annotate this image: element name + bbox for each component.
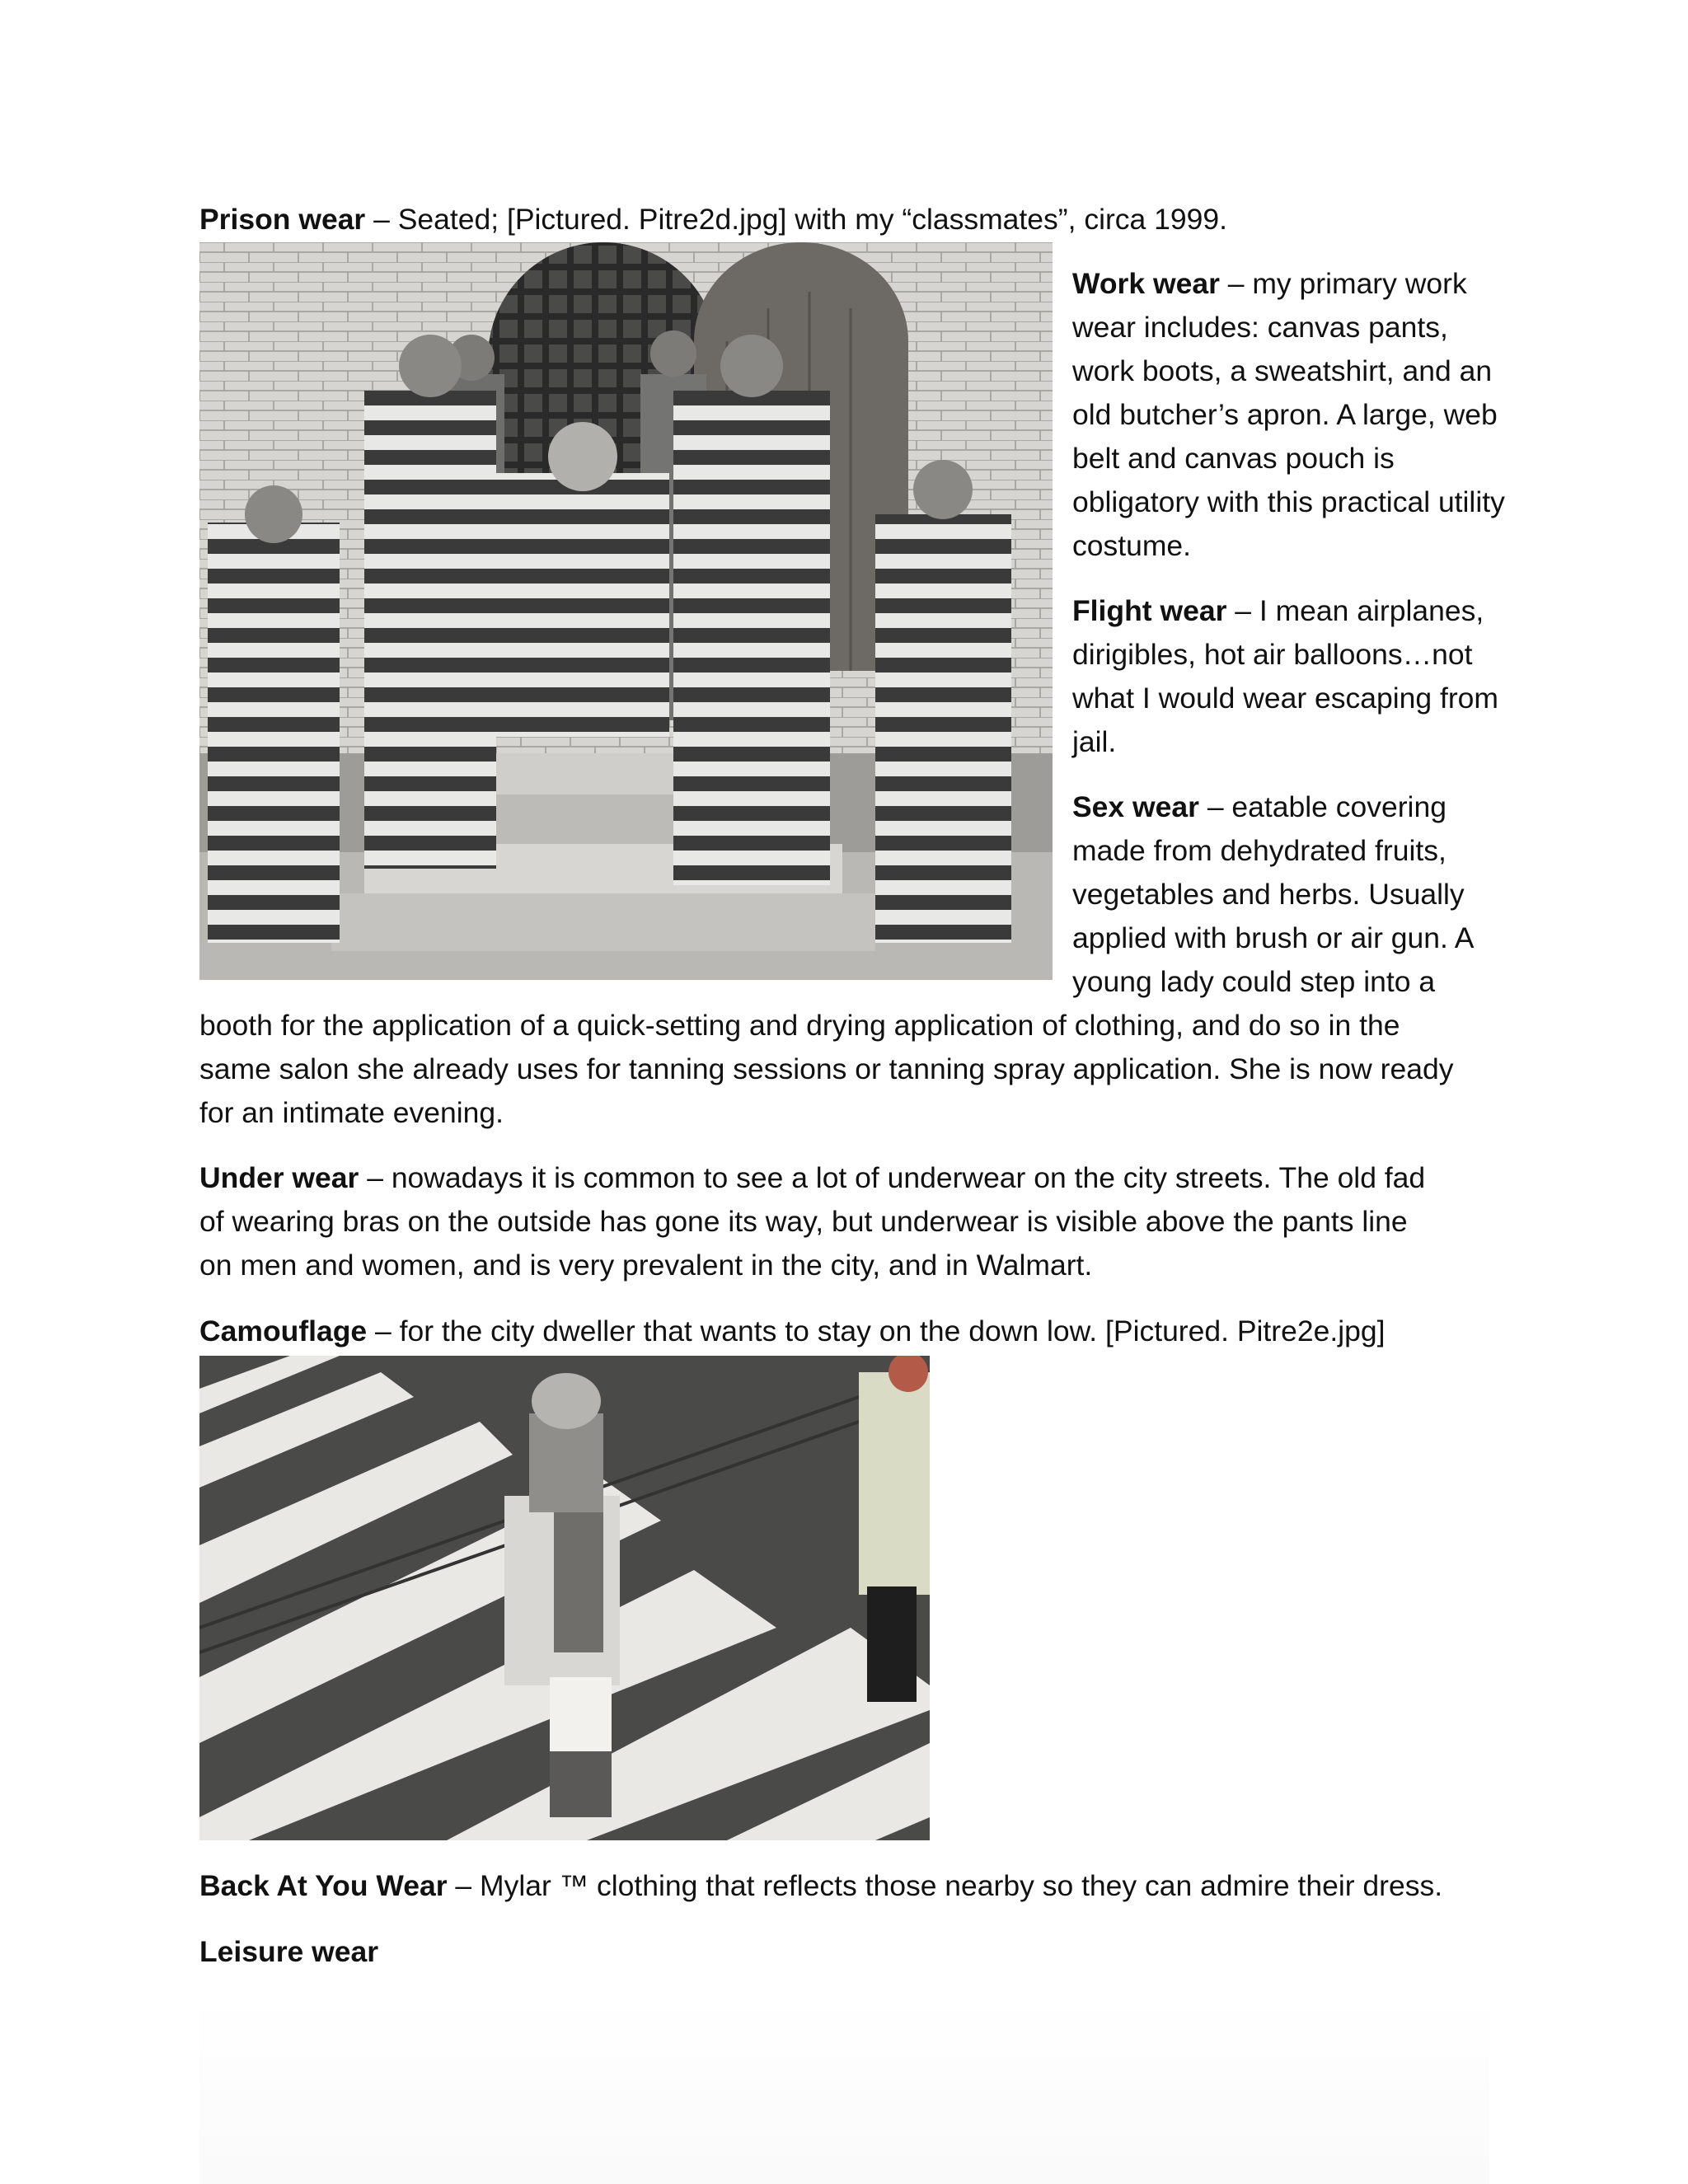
prison-wear-heading: Prison wear [199, 203, 366, 236]
blank-image-area [199, 1993, 1489, 2184]
prison-wear-photo [199, 242, 1053, 980]
camouflage-caption [199, 1310, 1385, 1353]
sex-wear-line-3: for an intimate evening. [199, 1096, 504, 1129]
side-text-column [1072, 262, 1517, 1004]
back-at-you-wear-line [199, 1864, 1442, 1908]
leisure-wear-heading: Leisure wear [199, 1935, 379, 1968]
sex-wear-line-2: same salon she already uses for tanning sessions or tanning spray application. She is now ready [199, 1052, 1454, 1085]
under-wear-line-2: of wearing bras on the outside has gone its way, but underwear is visible above the pants line [199, 1205, 1408, 1238]
sex-wear-text: – eatable covering made from dehydrated fruits, vegetables and herbs. Usually applied with brush or air gun. A young lady could step into a [1072, 790, 1473, 998]
camouflage-text: – for the city dweller that wants to stay on the down low. [Pictured. Pitre2e.jpg] [367, 1315, 1386, 1347]
under-wear-heading: Under wear [199, 1161, 359, 1194]
under-wear-text: – nowadays it is common to see a lot of underwear on the city streets. The old fad [359, 1161, 1426, 1194]
sex-wear-line-1: booth for the application of a quick-setting and drying application of clothing, and do so in the [199, 1009, 1400, 1042]
under-wear-line-1 [199, 1156, 1425, 1200]
prison-wear-text: – Seated; [Pictured. Pitre2d.jpg] with my “classmates”, circa 1999. [365, 203, 1227, 236]
camouflage-heading: Camouflage [199, 1315, 368, 1347]
back-at-you-wear-heading: Back At You Wear [199, 1869, 448, 1902]
work-wear-paragraph [1072, 262, 1517, 568]
camouflage-photo [199, 1356, 930, 1840]
back-at-you-wear-text: – Mylar ™ clothing that reflects those nearby so they can admire their dress. [447, 1869, 1443, 1902]
work-wear-heading: Work wear [1072, 267, 1220, 300]
prison-wear-caption [199, 198, 1227, 241]
work-wear-text: – my primary work wear includes: canvas pants, work boots, a sweatshirt, and an old butcher’s apron. A large, web belt and canvas pouch is obligatory with this practical utility costume. [1072, 267, 1505, 562]
under-wear-line-3: on men and women, and is very prevalent in the city, and in Walmart. [199, 1249, 1093, 1282]
flight-wear-paragraph [1072, 589, 1517, 764]
flight-wear-text: – I mean airplanes, dirigibles, hot air balloons…not what I would wear escaping from jail. [1072, 594, 1498, 758]
sex-wear-heading: Sex wear [1072, 790, 1199, 823]
sex-wear-paragraph [1072, 785, 1517, 1004]
flight-wear-heading: Flight wear [1072, 594, 1227, 627]
